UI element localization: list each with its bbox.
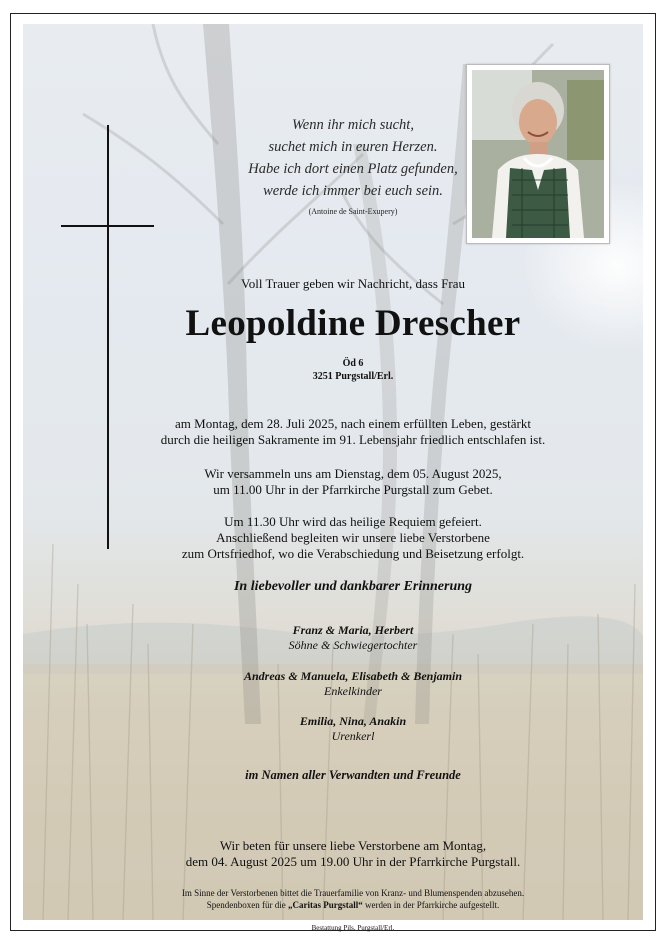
deceased-address [223,357,483,383]
poem [223,114,483,202]
remembrance-heading: In liebevoller und dankbarer Erinnerung [233,579,473,594]
text-line: Wir beten für unsere liebe Verstorbene am Montag, [219,838,487,853]
family-group [143,714,563,744]
text-line: um 11.00 Uhr in der Pfarrkirche Purgstall zum Gebet. [213,482,493,497]
portrait-illustration [472,70,604,238]
charity-name: „Caritas Purgstall“ [288,899,363,910]
text-line: Wir versammeln uns am Dienstag, dem 05. August 2025, [204,466,502,481]
address-line: Öd 6 [342,358,364,369]
family-names: Andreas & Manuela, Elisabeth & Benjamin [243,669,463,683]
text-line: zum Ortsfriedhof, wo die Verabschiedung und Beisetzung erfolgt. [181,546,525,561]
poem-line: Wenn ihr mich sucht, [292,117,414,133]
portrait-frame [466,64,610,244]
address-line: 3251 Purgstall/Erl. [312,371,394,382]
cross-icon-bar [61,225,154,227]
notice-text: Spendenboxen für die [206,899,289,910]
notice-line [83,900,623,912]
deceased-name: Leopoldine Drescher [185,303,521,344]
death-paragraph [103,416,603,448]
undertaker: Bestattung Pils, Purgstall/Erl. [311,924,395,932]
text-line: Um 11.30 Uhr wird das heilige Requiem gefeiert. [224,514,482,529]
poem-line: Habe ich dort einen Platz gefunden, [248,161,458,177]
family-names: Franz & Maria, Herbert [292,623,414,637]
family-relation: Enkelkinder [324,684,382,698]
family-group [143,623,563,653]
requiem-paragraph [103,514,603,562]
poem-line: werde ich immer bei euch sein. [263,183,443,199]
family-names: Emilia, Nina, Anakin [299,714,407,728]
family-relation: Urenkerl [331,729,375,743]
notice-line: Im Sinne der Verstorbenen bittet die Trauerfamilie von Kranz- und Blumenspenden abzusehen. [181,888,525,898]
text-line: am Montag, dem 28. Juli 2025, nach einem erfüllten Leben, gestärkt [175,416,531,431]
text-line: durch die heiligen Sakramente im 91. Lebensjahr friedlich entschlafen ist. [160,432,546,447]
poem-author: (Antoine de Saint-Exupery) [308,207,398,216]
portrait-photo [472,70,604,238]
family-group [143,669,563,699]
closing-line: im Namen aller Verwandten und Freunde [245,768,461,782]
intro-text: Voll Trauer geben wir Nachricht, dass Frau [241,276,465,291]
text-line: dem 04. August 2025 um 19.00 Uhr in der Pfarrkirche Purgstall. [185,854,521,869]
obituary-card [10,13,656,931]
family-relation: Söhne & Schwiegertochter [288,638,418,652]
text-line: Anschließend begleiten wir unsere liebe Verstorbene [216,530,490,545]
poem-line: suchet mich in euren Herzen. [268,139,438,155]
notice-text: werden in der Pfarrkirche aufgestellt. [362,899,500,910]
donation-notice [83,888,623,911]
prayer-paragraph [103,466,603,498]
final-prayer [103,838,603,870]
background-panel [23,24,643,932]
